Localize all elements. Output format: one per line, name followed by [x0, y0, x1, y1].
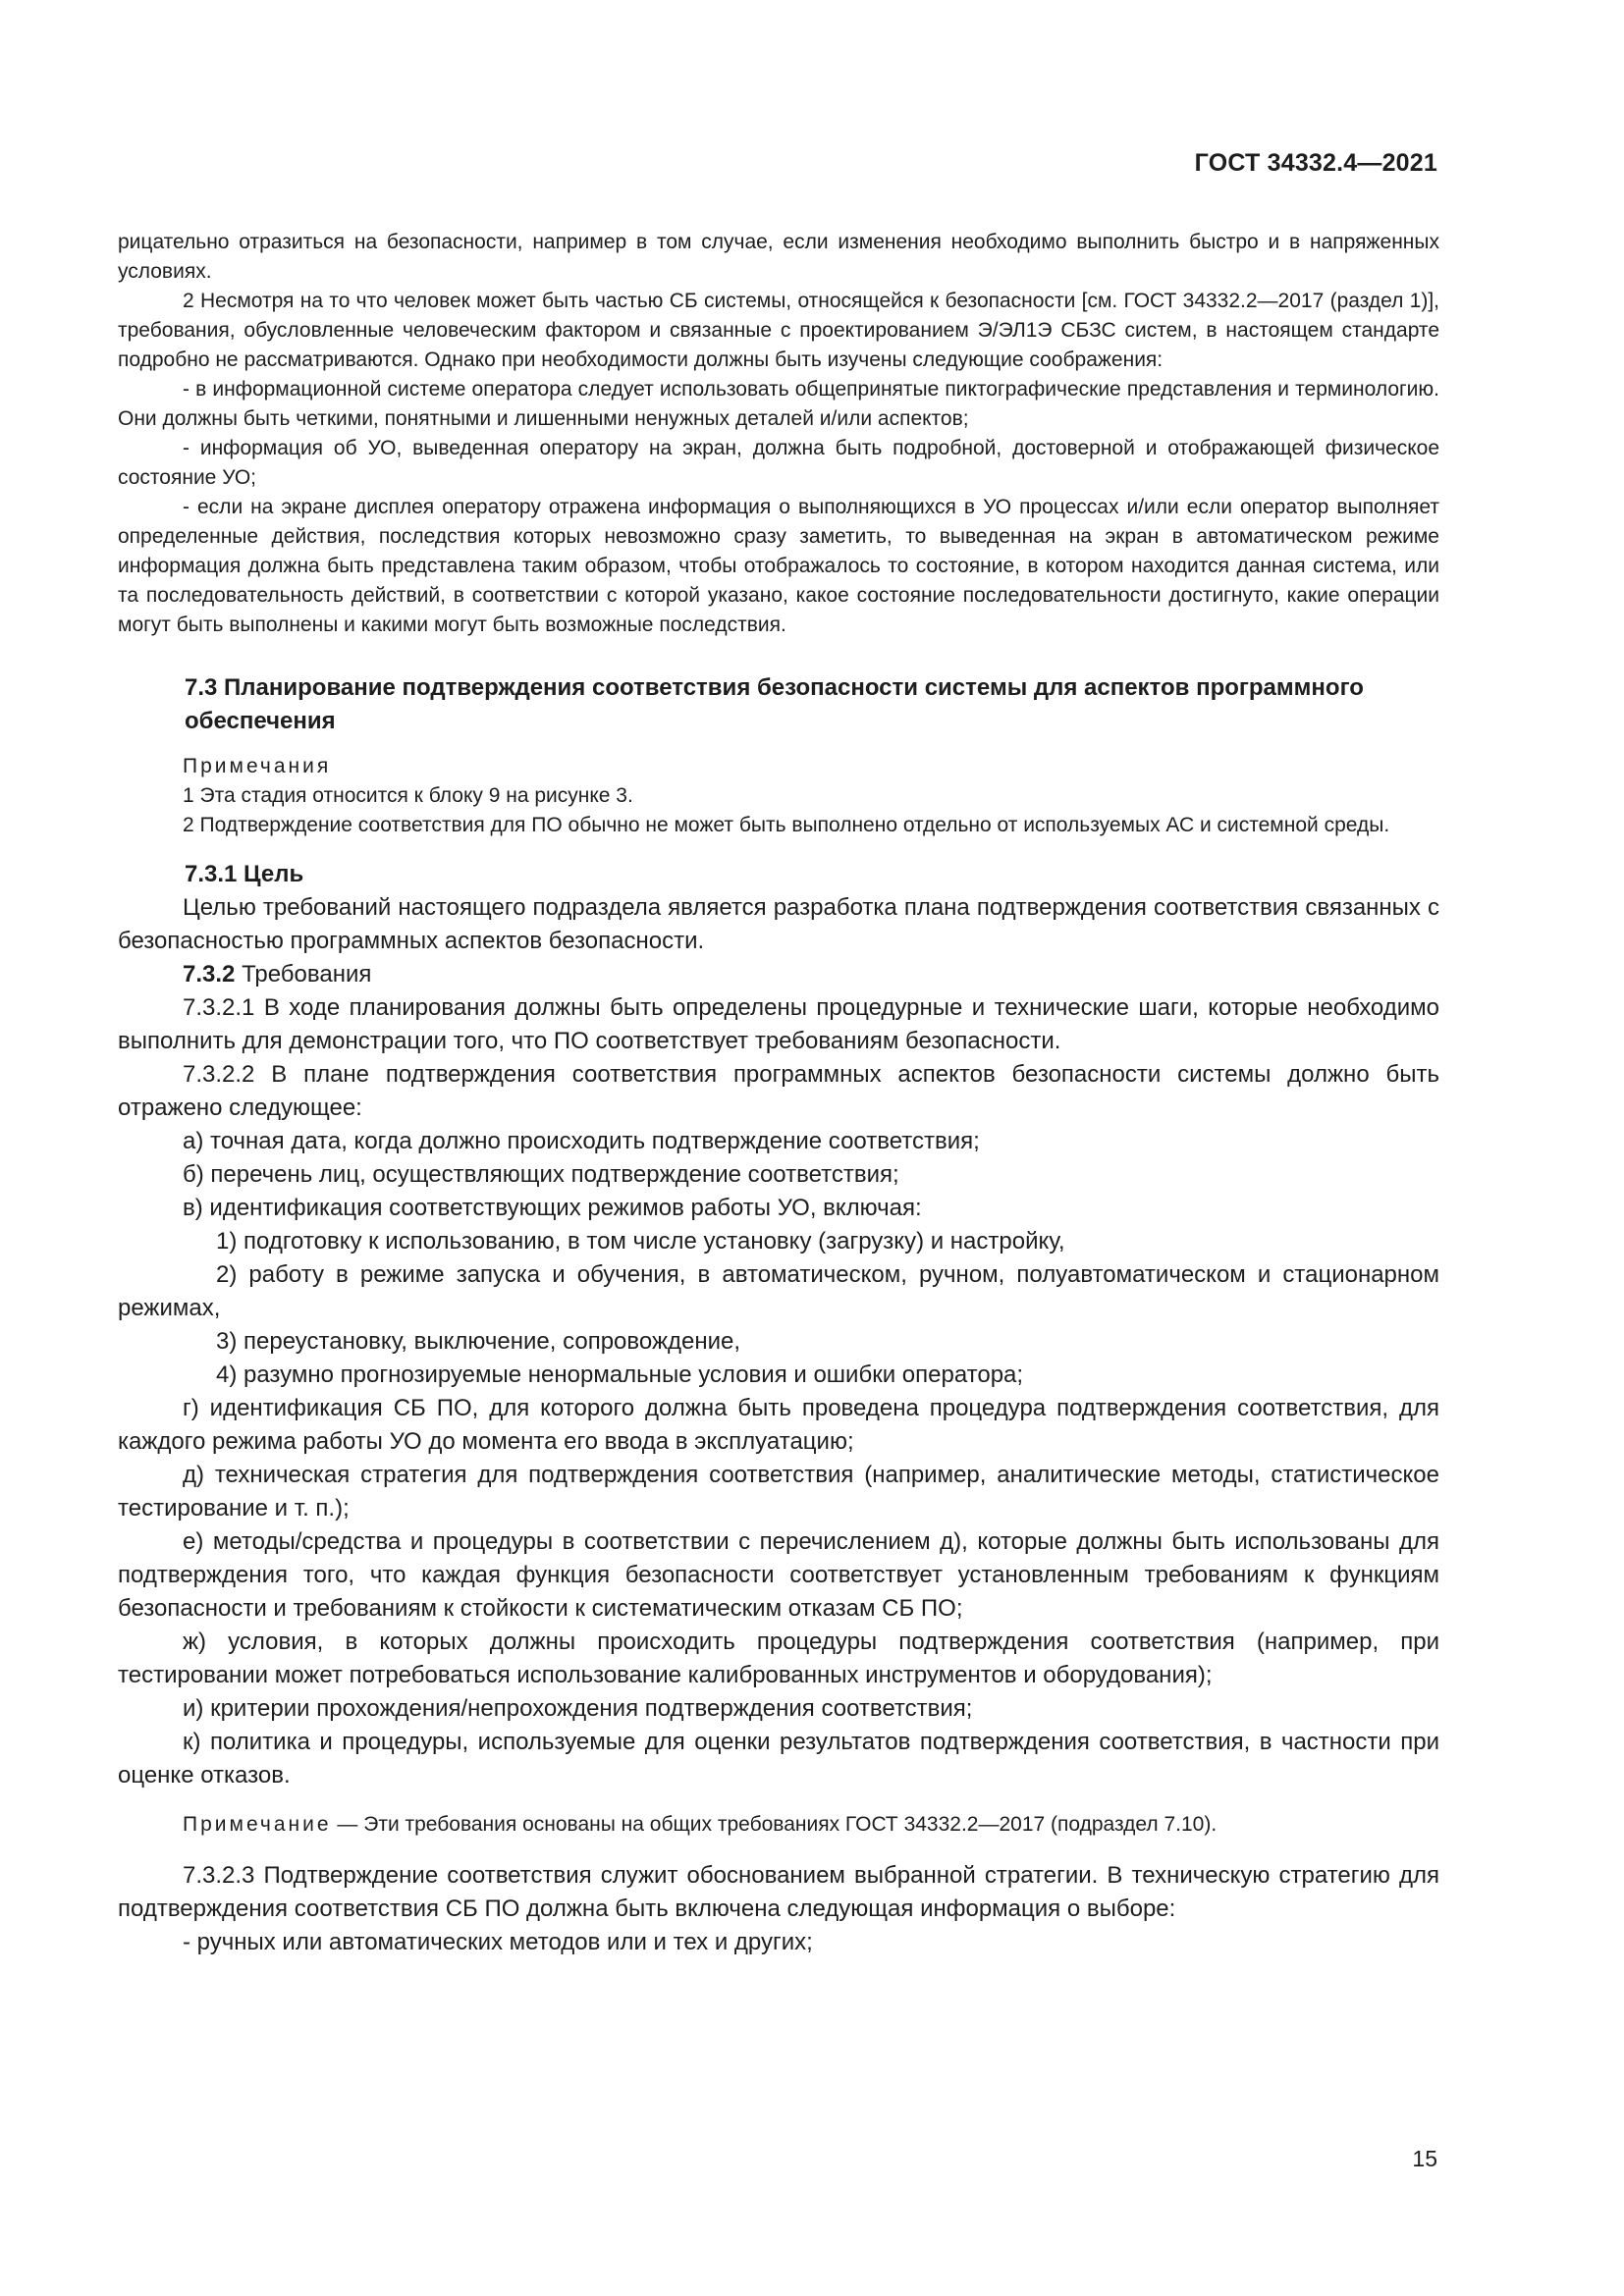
section-7-3-2-number: 7.3.2 [183, 961, 236, 988]
document-code: ГОСТ 34332.4—2021 [1194, 149, 1437, 177]
clause-7-3-2-3-block [118, 1859, 1439, 1959]
list-item-g: г) идентификация СБ ПО, для которого должна быть проведена процедура подтверждения соответствия, для каждого режима работы УО до момента его ввода в эксплуатацию; [118, 1395, 1439, 1455]
top-block [118, 228, 1439, 640]
list-item-d: д) техническая стратегия для подтверждения соответствия (например, аналитические методы, статистическое тестирование и т. п.); [118, 1462, 1439, 1522]
section-7-3-1-text: Целью требований настоящего подраздела является разработка плана подтверждения соответствия связанных с безопасностью программных аспектов безопасности. [118, 894, 1439, 954]
bullet-display-processes: - если на экране дисплея оператору отражена информация о выполняющихся в УО процессах и/или если оператор выполняет определенные действия, последствия которых невозможно сразу заметить, то выведенная на экран в автоматическом режиме информация должна быть представлена таким образом, чтобы отображалось то состояние, в котором находится данная система, или та последовательность действий, в соответствии с которой указано, какое состояние последовательности достигнуто, какие операции могут быть выполнены и какими могут быть возможные последствия. [118, 496, 1439, 636]
sublist-item-2: 2) работу в режиме запуска и обучения, в автоматическом, ручном, полуавтоматическом и стационарном режимах, [118, 1261, 1439, 1321]
note-2: 2 Подтверждение соответствия для ПО обычно не может быть выполнено отдельно от используемых АС и системной среды. [183, 814, 1390, 836]
page-number: 15 [1412, 2146, 1437, 2171]
bullet-screen-info: - информация об УО, выведенная оператору на экран, должна быть подробной, достоверной и отображающей физическое состояние УО; [118, 437, 1439, 489]
section-7-3-body [118, 858, 1439, 1792]
list-item-v: в) идентификация соответствующих режимов работы УО, включая: [183, 1195, 922, 1221]
section-7-3-1-heading: 7.3.1 Цель [185, 861, 304, 887]
page-content [118, 228, 1439, 1959]
section-7-3-2-heading [118, 958, 1439, 991]
list-item-k: к) политика и процедуры, используемые для оценки результатов подтверждения соответствия, в частности при оценке отказов. [118, 1729, 1439, 1789]
list-item-e: е) методы/средства и процедуры в соответствии с перечислением д), которые должны быть использованы для подтверждения того, что каждая функция безопасности соответствует установленным требованиям к функциям безопасности и требованиям к стойкости к систематическим отказам СБ ПО; [118, 1528, 1439, 1622]
note-1: 1 Эта стадия относится к блоку 9 на рисунке 3. [183, 784, 633, 807]
sublist-item-3: 3) переустановку, выключение, сопровождение, [216, 1328, 741, 1355]
requirements-note-text [118, 1810, 1439, 1840]
requirements-note-body: — Эти требования основаны на общих требованиях ГОСТ 34332.2—2017 (подраздел 7.10). [331, 1813, 1218, 1836]
clause-7-3-2-3: 7.3.2.3 Подтверждение соответствия служит обоснованием выбранной стратегии. В техническую стратегию для подтверждения соответствия СБ ПО должна быть включена следующая информация о выборе: [118, 1862, 1439, 1922]
section-7-3-2-title: Требования [242, 961, 372, 988]
paragraph-continued: рицательно отразиться на безопасности, например в том случае, если изменения необходимо выполнить быстро и в напряженных условиях. [118, 231, 1439, 283]
sublist-item-1: 1) подготовку к использованию, в том числе установку (загрузку) и настройку, [216, 1228, 1065, 1255]
bullet-manual-automatic: - ручных или автоматических методов или и тех и других; [183, 1929, 813, 1955]
list-item-i: и) критерии прохождения/непрохождения подтверждения соответствия; [183, 1695, 973, 1722]
list-item-zh: ж) условия, в которых должны происходить процедуры подтверждения соответствия (например, при тестировании может потребоваться использование калиброванных инструментов и оборудования); [118, 1629, 1439, 1688]
requirements-note-label: Примечание [183, 1813, 332, 1836]
section-7-3-notes [118, 752, 1439, 840]
bullet-pictographic: - в информационной системе оператора следует использовать общепринятые пиктографические представления и терминологию. Они должны быть четкими, понятными и лишенными ненужных деталей и/или аспектов; [118, 378, 1439, 430]
clause-7-3-2-2: 7.3.2.2 В плане подтверждения соответствия программных аспектов безопасности системы должно быть отражено следующее: [118, 1061, 1439, 1121]
sublist-item-4: 4) разумно прогнозируемые ненормальные условия и ошибки оператора; [216, 1362, 1024, 1388]
section-7-3-heading: 7.3 Планирование подтверждения соответствия безопасности системы для аспектов программного обеспечения [185, 674, 1364, 734]
list-item-b: б) перечень лиц, осуществляющих подтверждение соответствия; [183, 1161, 899, 1188]
requirements-note [118, 1810, 1439, 1840]
note-2-human-factor: 2 Несмотря на то что человек может быть частью СБ системы, относящейся к безопасности [см. ГОСТ 34332.2—2017 (раздел 1)], требования, обусловленные человеческим фактором и связанные с проектированием Э/ЭЛ1Э СБЗС систем, в настоящем стандарте подробно не рассматриваются. Однако при необходимости должны быть изучены следующие соображения: [118, 290, 1439, 371]
notes-label: Примечания [183, 755, 332, 777]
list-item-a: а) точная дата, когда должно происходить подтверждение соответствия; [183, 1128, 980, 1154]
clause-7-3-2-1: 7.3.2.1 В ходе планирования должны быть определены процедурные и технические шаги, которые необходимо выполнить для демонстрации того, что ПО соответствует требованиям безопасности. [118, 994, 1439, 1054]
